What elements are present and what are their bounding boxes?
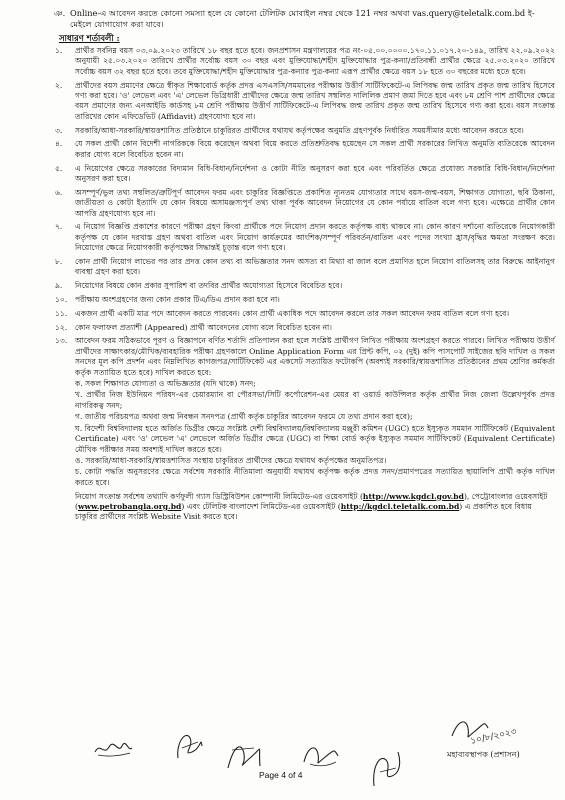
page-number: Page 4 of 4 xyxy=(259,770,303,780)
item-number: ১১. xyxy=(55,308,68,318)
list-item xyxy=(55,281,555,291)
list-item xyxy=(55,222,555,253)
website-text: ) এ প্রকাশিত হবে বিধায় চাকুরির প্রার্থীদের সংশ্লিষ্ট Website Visit করতে হবে। xyxy=(75,501,532,522)
list-item xyxy=(55,295,555,305)
website-text: ) এবং টেলিটক বাংলাদেশ লিমিটেড-এর ওয়েবসাইট ( xyxy=(181,501,341,511)
item-text: এ নিয়োগ বিজ্ঞপ্তি প্রকাশের কারণে পরীক্ষা গ্রহণ কিংবা প্রার্থীকে পদে নিয়োগ প্রদান করতে কর্তৃপক্ষ বাধ্য থাকবে না। কোন কারণ দর্শানো ব্যতিরেকে নিয়োগকারী কর্তৃপক্ষ যে কোন দরখাস্ত গ্রহণ অথবা বাতিল এবং নিয়োগ কার্যক্রমের আংশিক/সম্পূর্ণ পরিবর্তন/বাতিল এবং পদের সংখ্যা হ্রাস/বৃদ্ধির ক্ষমতা সংরক্ষণ করে। নিয়োগের ক্ষেত্রে নিয়োগকারী কর্তৃপক্ষের সিদ্ধান্তই চূড়ান্ত বলে গণ্য হবে। xyxy=(75,222,555,253)
item-number: ৯. xyxy=(55,281,63,291)
signature-5 xyxy=(368,748,404,790)
list-item xyxy=(55,46,555,77)
application-help-note xyxy=(54,8,555,30)
signature-4 xyxy=(300,740,342,770)
item-text: প্রার্থীর সর্বনিম্ন বয়স ০৩.০৯.২০২৩ তারিখে ১৮ বছর হতে হবে। জনপ্রশাসন মন্ত্রণালয়ের পত্র নং-০৫.০০.০০০০.১৭০.১১.০১৭.২০-১৪৯, তারিখ ২২.০৯.২০২২ অনুযায়ী ২৫.০৩.২০২০ তারিখে প্রার্থীর সর্বোচ্চ বয়স ৩০ বছর এবং মুক্তিযোদ্ধা/শহীদ মুক্তিযোদ্ধার পুত্র-কন্যা/প্রতিবন্ধী প্রার্থীর ক্ষেত্রে ২৫.০৩.২০২০ তারিখে সর্বোচ্চ বয়স ৩২ বছর হতে হবে। তবে মুক্তিযোদ্ধা/শহীদ মুক্তিযোদ্ধার পুত্র-কন্যার পুত্র-কন্যা এরূপ প্রার্থীর ক্ষেত্রে বয়স ১৮ হতে ৩০ বছরের মধ্যে হতে হবে। xyxy=(75,46,555,76)
sub-item: ঙ. সরকারি/আধা-সরকারি/স্বায়ত্তশাসিত সংস্থায় চাকুরিরত প্রার্থীদের ক্ষেত্রে যথাযথ কর্তৃপক্ষের অনুমতিপত্র। xyxy=(75,455,387,465)
date-mark: ১০/৮/২০২৩ xyxy=(469,727,518,747)
item-text: কোন প্রার্থী নিয়োগ লাভের পর তার প্রদত্ত কোন তথ্য বা অভিজ্ঞতার সনদ অসত্য বা মিথ্যা বা জাল বলে প্রমাণিত হলে নিয়োগ বাতিলসহ তার বিরুদ্ধে আইনানুগ ব্যবস্থা গ্রহণ করা হবে। xyxy=(75,257,555,277)
website-note xyxy=(75,492,555,523)
item-number: ১৩. xyxy=(55,336,68,346)
item-number: ১. xyxy=(55,46,63,55)
petrobangla-link[interactable]: www.petrobangla.org.bd xyxy=(77,501,182,511)
item-text: পরীক্ষায় অংশগ্রহণের জন্য কোন প্রকার টিএ/ডিএ প্রদান করা হবে না। xyxy=(75,295,280,305)
item-text: আবেদন ফরম সঠিকভাবে পূরণ ও বিজ্ঞাপনে বর্ণিত শর্তাদি প্রতিপালন করা হলে সংশ্লিষ্ট প্রার্থীগণ লিখিত পরীক্ষায় অংশগ্রহণ করতে পারবে। লিখিত পরীক্ষায় উত্তীর্ণ প্রার্থীদের সাক্ষাৎকার/মৌখিক/ব্যবহারিক পরীক্ষা গ্রহণকালে Online Application Form এর প্রিন্ট কপি, ০২ (দুই) কপি পাসপোর্ট সাইজের ছবি দাখিল ও সকল সনদের মূল কপি প্রদর্শন এবং নিম্নলিখিত কাগজপত্র/সার্টিফিকেট এর একসেট সত্যায়িত ফটোকপি (অবশ্যই সরকারি/স্বায়ত্তশাসিত প্রতিষ্ঠানের প্রথম শ্রেণির কর্মকর্তা কর্তৃক সত্যায়িত হতে হবে) দাখিল করতে হবে: xyxy=(75,336,555,377)
item-text: প্রার্থীদের বয়স প্রমাণের ক্ষেত্রে স্বীকৃত শিক্ষাবোর্ড কর্তৃক প্রদত্ত এসএসসি/সমমানের পরীক্ষায় উত্তীর্ণ সার্টিফিকেটে-এ লিপিবদ্ধ জন্ম তারিখ প্রকৃত জন্ম তারিখ হিসেবে গণ্য করা হবে। 'ও' লেভেল এবং 'এ' লেভেল ডিগ্রিধারী প্রার্থীদের ক্ষেত্রে জন্ম তারিখ সম্বলিত দালিলিক প্রমাণ জমা দিতে হবে এবং ৮ম শ্রেণি পাশ প্রার্থীদের ক্ষেত্রে বয়স প্রমাণের জন্য এনআইডি কার্ডসহ ৮ম শ্রেণি পরীক্ষায় উত্তীর্ণ সার্টিফিকেটে-এ লিপিবদ্ধ জন্ম তারিখ প্রকৃত জন্ম তারিখ হিসেবে গণ্য করা হবে। বয়স সংক্রান্ত তারিখের কোন এফিডেভিট (Affidavit) গ্রহণযোগ্য হবে না। xyxy=(75,80,555,121)
list-item xyxy=(55,188,555,219)
item-number: ৮. xyxy=(55,257,63,267)
sub-item: চ. কোটা পদ্ধতি অনুসরণের ক্ষেত্রে সর্বশেষ সরকারি নীতিমালা অনুযায়ী যথাযথ কর্তৃপক্ষ কর্তৃক প্রদত্ত সনদ/প্রমাণপত্রের সত্যায়িত ছায়ালিপি প্রার্থী কর্তৃক দাখিল করতে হবে। xyxy=(75,467,555,487)
designation: মহাব্যবস্থাপক (প্রশাসন) xyxy=(447,750,520,759)
list-item-documents xyxy=(55,336,555,488)
item-number: ৩. xyxy=(55,125,63,135)
website-text: নিয়োগ সংক্রান্ত সর্বশেষ তথ্যাদি কর্ণফুলী গ্যাস ডিস্ট্রিবিউশন কোম্পানী লিমিটেড-এর ওয়েবসাইট ( xyxy=(75,491,363,501)
item-text: Online-এ আবেদন করতে কোনো সমস্যা হলে যে কোনো টেলিটক মোবাইল নম্বর থেকে 121 নম্বর অথবা vas.query@teletalk.com.bd ই-মেইলে যোগাযোগ করা যাবে। xyxy=(70,8,535,29)
list-item xyxy=(55,323,555,333)
item-number: ৪. xyxy=(55,139,63,149)
item-text: যে সকল প্রার্থী কোন বিদেশী নাগরিককে বিয়ে করেছেন অথবা বিয়ে করতে প্রতিশ্রুতিবদ্ধ হয়েছেন সে সকল প্রার্থী সরকারের লিখিত অনুমতি ব্যতিরেকে আবেদন করার যোগ্য বলে বিবেচিত হবেন না। xyxy=(75,139,555,159)
item-number: ৭. xyxy=(55,222,63,232)
item-text: সরকারি/আধা-সরকারি/স্বায়ত্তশাসিত প্রতিষ্ঠানে চাকুরিরত প্রার্থীদের যথাযথ কর্তৃপক্ষের অনুমতি গ্রহণপূর্বক নির্ধারিত সময়সীমার মধ্যে আবেদন করতে হবে। xyxy=(75,125,524,135)
list-item xyxy=(55,164,555,185)
sub-item: ঘ. বিদেশী বিশ্ববিদ্যালয় হতে অর্জিত ডিগ্রীর ক্ষেত্রে সংশ্লিষ্ট দেশী বিশ্ববিদ্যালয়/বিশ্ববিদ্যালয় মঞ্জুরী কমিশন (UGC) হতে ইস্যুকৃত সমমান সার্টিফিকেট (Equivalent Certificate) এবং 'ও' লেভেল 'এ' লেভেলে অর্জিত ডিগ্রীর ক্ষেত্রে (UGC) বা শিক্ষা বোর্ড কর্তৃক ইস্যুকৃত সমমান সার্টিফিকেট (Equivalent Certificate) মৌখিক পরীক্ষার সময় অবশ্যই দাখিল করতে হবে। xyxy=(75,423,555,454)
sub-item: গ. জাতীয় পরিচয়পত্র অথবা জন্ম নিবন্ধন সনদপত্র (প্রার্থী কর্তৃক চাকুরির আবেদন ফরমে যে তথ্য প্রদান করা হবে); xyxy=(75,412,413,422)
item-number: ১০. xyxy=(55,295,68,305)
item-text: অসম্পূর্ণ/ভুল তথ্য সম্বলিত/ত্রুটিপূর্ণ আবেদন ফরম এবং চাকুরির বিজ্ঞপ্তিতে প্রকাশিত ন্যূনতম যোগ্যতার সাথে বয়স-জন্ম-বয়স, শিক্ষাগত যোগ্যতা, ছবি ঠিকানা, জাতীয়তা ও কোটা ইত্যাদি যে কোন বিষয়ে অসামঞ্জস্যপূর্ণ তথ্য থাকা পূর্বক আবেদন নিয়োগের যে কোন পর্যায়ে বাতিল বলে গণ্য হবে। এক্ষেত্রে প্রার্থীর কোন আপত্তি গ্রহণযোগ্য হবে না। xyxy=(75,187,555,218)
signature-3 xyxy=(224,738,264,774)
section-title: সাধারণ শর্তাবলী : xyxy=(59,33,120,43)
item-text: নিয়োগের বিষয়ে কোন প্রকার সুপারিশ বা তদবির প্রার্থীর অযোগ্যতা হিসেবে বিবেচিত হবে। xyxy=(75,281,343,291)
signature-2 xyxy=(172,728,206,764)
list-item xyxy=(55,309,555,319)
list-item xyxy=(55,126,555,136)
required-documents xyxy=(75,379,555,488)
item-number: ২. xyxy=(55,80,63,90)
item-text: কোন ফলাফল প্রত্যাশী (Appeared) প্রার্থী আবেদনের যোগ্য বলে বিবেচিত হবেন না। xyxy=(75,322,332,332)
item-text: এ নিয়োগের ক্ষেত্রে সরকারের বিদ্যমান বিধি-বিধান/নির্দেশনা ও কোটা নীতি অনুসরণ করা হবে এবং পরিবর্তিত ক্ষেত্রে প্রযোজ্য সরকারি বিধি-বিধান/নির্দেশনা অনুসরণ করা হবে। xyxy=(75,163,555,184)
sub-item: খ. প্রার্থীর নিজ ইউনিয়ন পরিষদ-এর চেয়ারম্যান বা পৌরসভা/সিটি কর্পোরেশন-এর মেয়র বা ওয়ার্ড কাউন্সিলর কর্তৃক প্রার্থীর নিজ জেলা উল্লেখপূর্বক প্রদত্ত নাগরিকত্ব সনদ; xyxy=(75,390,555,410)
item-text: একজন প্রার্থী একটি মাত্র পদে আবেদন করতে পারবেন। কোন প্রার্থী একাধিক পদে আবেদন করলে তার সকল আবেদন ফরম বাতিল বলে গণ্য হবে। xyxy=(75,308,510,318)
item-number: ঞ. xyxy=(54,8,66,18)
list-item xyxy=(55,81,555,123)
website-text: ), পেট্রোবাংলার ওয়েবসাইট ( xyxy=(75,491,548,511)
list-item xyxy=(55,257,555,278)
sub-item: ক. সকল শিক্ষাগত যোগ্যতা ও অভিজ্ঞতার (যদি থাকে) সনদ; xyxy=(75,379,256,389)
item-number: ৫. xyxy=(55,163,63,173)
signature-1 xyxy=(92,738,134,760)
item-number: ১২. xyxy=(55,322,68,332)
kgdcl-link[interactable]: http://www.kgdcl.gov.bd xyxy=(362,491,464,501)
conditions-list xyxy=(55,46,555,523)
teletalk-link[interactable]: http://kgdcl.teletalk.com.bd xyxy=(340,501,460,511)
item-number: ৬. xyxy=(55,187,63,197)
list-item xyxy=(55,139,555,160)
